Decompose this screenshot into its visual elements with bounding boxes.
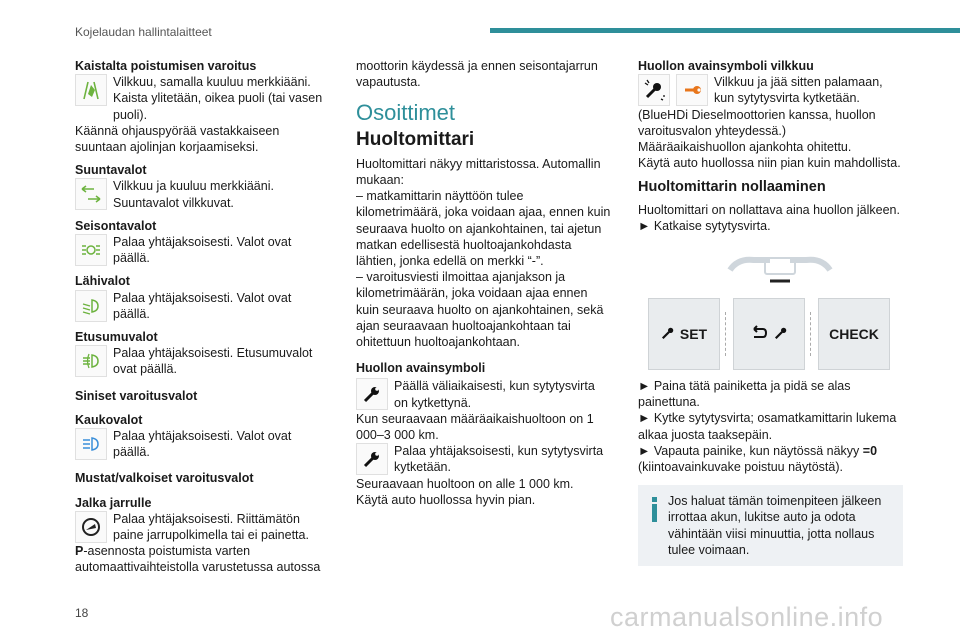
turn-indicators-icon — [75, 178, 107, 210]
dipped-title: Lähivalot — [75, 274, 130, 289]
dipped-block — [75, 273, 330, 322]
service-p1: Huoltomittari näkyy mittaristossa. Automallin mukaan: — [356, 156, 601, 188]
main-beam-block — [75, 412, 330, 461]
brake-desc: Palaa yhtäjaksoisesti. Riittämätön paine jarrupolkimella tai ei painetta. — [113, 511, 309, 543]
running-header: Kojelaudan hallintalaitteet — [75, 25, 212, 39]
dipped-desc: Palaa yhtäjaksoisesti. Valot ovat päällä. — [113, 290, 292, 321]
set-button-label: SET — [679, 326, 708, 342]
service-indicator-heading: Huoltomittari — [356, 128, 475, 150]
set-button[interactable] — [648, 298, 720, 370]
info-box — [638, 485, 903, 566]
front-foglights-icon — [75, 345, 107, 377]
spanner-flash-desc: Vilkkuu ja jää sitten palamaan, kun sytytysvirta kytketään. — [714, 75, 883, 106]
lane-departure-icon — [75, 74, 107, 106]
indicators-desc: Vilkkuu ja kuuluu merkkiääni. Suuntavalot vilkkuvat. — [113, 179, 274, 210]
separator-line-2 — [810, 312, 811, 356]
spanner-flash-title: Huollon avainsymboli vilkkuu — [638, 59, 814, 73]
spanner-desc1b: Kun seuraavaan määräaikaishuoltoon on 1 000–3 000 km. — [356, 411, 594, 443]
info-text: Jos haluat tämän toimenpiteen jälkeen irrottaa akun, lukitse auto ja odota vähintään viisi minuuttia, jotta nollaus tulee voimaan. — [668, 494, 882, 557]
blue-lights-heading: Siniset varoitusvalot — [75, 388, 198, 403]
dipped-beam-icon — [75, 290, 107, 322]
lane-warning-desc2: Käännä ohjauspyörää vastakkaiseen suuntaan ajolinjan korjaamiseksi. — [75, 123, 280, 155]
spanner-icon-2 — [356, 443, 388, 475]
reset-heading: Huoltomittarin nollaaminen — [638, 179, 826, 196]
return-arrow-icon — [750, 325, 768, 344]
brake-block — [75, 495, 330, 576]
watermark: carmanualsonline.info — [610, 602, 884, 632]
indicators-block — [75, 162, 330, 211]
column-2 — [356, 58, 611, 508]
main-beam-icon — [75, 428, 107, 460]
spanner-set-icon — [661, 326, 675, 343]
reset-step-3-value: =0 — [862, 443, 878, 458]
sidelights-title: Seisontavalot — [75, 218, 157, 233]
continued-text: moottorin käydessä ja ennen seisontajarrun vapautusta. — [356, 59, 598, 90]
reset-step-3 — [638, 443, 903, 475]
info-icon — [648, 493, 660, 558]
spanner-flash-p1: (BlueHDi Dieselmoottorien kanssa, huollon varoitusvalon yhteydessä.) — [638, 107, 876, 138]
reset-p1: Huoltomittari on nollattava aina huollon jälkeen. — [638, 202, 900, 217]
foglights-desc: Palaa yhtäjaksoisesti. Etusumuvalot ovat päällä. — [113, 346, 313, 377]
brake-desc2 — [75, 543, 330, 575]
reset-step-1: ► Paina tätä painiketta ja pidä se alas painettuna. — [638, 379, 851, 410]
section-heading-indicators: Osoittimet — [356, 100, 456, 126]
brake-desc2-text: -asennosta poistumista varten automaattivaihteistolla varustetussa autossa — [75, 544, 321, 575]
main-beam-title: Kaukovalot — [75, 412, 143, 427]
instrument-panel-illustration — [725, 255, 835, 285]
reset-p2: ► Katkaise sytytysvirta. — [638, 218, 771, 233]
spanner-desc1: Päällä väliaikaisesti, kun sytytysvirta on kytkettynä. — [394, 379, 595, 410]
reset-step-2: ► Kytke sytytysvirta; osamatkamittarin lukema alkaa juosta taaksepäin. — [638, 411, 897, 442]
column-1 — [75, 58, 330, 583]
spanner-title: Huollon avainsymboli — [356, 361, 486, 376]
page-number: 18 — [75, 606, 89, 620]
foot-on-brake-icon — [75, 511, 107, 543]
spanner-desc2: Palaa yhtäjaksoisesti, kun sytytysvirta kytketään. — [394, 444, 604, 475]
brake-desc2-bold: P — [75, 544, 84, 559]
lane-warning-block — [75, 58, 330, 155]
sidelights-desc: Palaa yhtäjaksoisesti. Valot ovat päällä. — [113, 235, 292, 266]
check-button-label: CHECK — [829, 326, 879, 342]
reset-step-3c: (kiintoavainkuvake poistuu näytöstä). — [638, 460, 843, 475]
check-button[interactable] — [818, 298, 890, 370]
main-beam-desc: Palaa yhtäjaksoisesti. Valot ovat päällä. — [113, 429, 292, 460]
spanner-flash-p2: Määräaikaishuollon ajankohta ohitettu. — [638, 140, 852, 155]
separator-line-1 — [725, 312, 726, 356]
foglights-title: Etusumuvalot — [75, 330, 158, 345]
reset-step-3a: ► Vapauta painike, kun näytössä näkyy — [638, 443, 863, 458]
indicators-title: Suuntavalot — [75, 163, 147, 178]
brake-title: Jalka jarrulle — [75, 495, 152, 510]
lane-warning-desc: Vilkkuu, samalla kuuluu merkkiääni. Kaista ylitetään, oikea puoli (tai vasen puoli). — [113, 75, 323, 122]
spanner-desc2b: Seuraavaan huoltoon on alle 1 000 km. — [356, 476, 574, 491]
header-accent-bar — [490, 28, 960, 33]
spanner-orange-icon — [676, 74, 708, 106]
lane-warning-title: Kaistalta poistumisen varoitus — [75, 59, 257, 73]
reset-steps — [638, 378, 903, 566]
spanner-flash-p3: Käytä auto huollossa niin pian kuin mahdollista. — [638, 156, 901, 171]
white-lights-heading: Mustat/valkoiset varoitusvalot — [75, 471, 254, 486]
sidelights-block — [75, 218, 330, 267]
return-spanner-button[interactable] — [733, 298, 805, 370]
spanner-flashing-icon — [638, 74, 670, 106]
foglights-block — [75, 329, 330, 378]
service-p3: – varoitusviesti ilmoittaa ajanjakson ja kilometrimäärän, joka voidaan ajaa ennen kuin seuraava huolto on ajankohtainen, sekä ajan seuraavaan huoltoajankohtaan tai ohitettuun huoltoajankohtaan. — [356, 270, 604, 350]
sidelights-icon — [75, 234, 107, 266]
column-3 — [638, 58, 903, 234]
service-p2: – matkamittarin näyttöön tulee kilometrimäärä, joka voidaan ajaa, ennen kuin seuraava huolto on ajankohtainen, tai ajetun matkan edellisestä huoltoajankohdasta lähtien, jonka edellä on merkki “-”. — [356, 189, 611, 269]
spanner-icon-button — [774, 326, 788, 343]
spanner-desc2c: Käytä auto huollossa hyvin pian. — [356, 492, 536, 507]
spanner-icon — [356, 378, 388, 410]
